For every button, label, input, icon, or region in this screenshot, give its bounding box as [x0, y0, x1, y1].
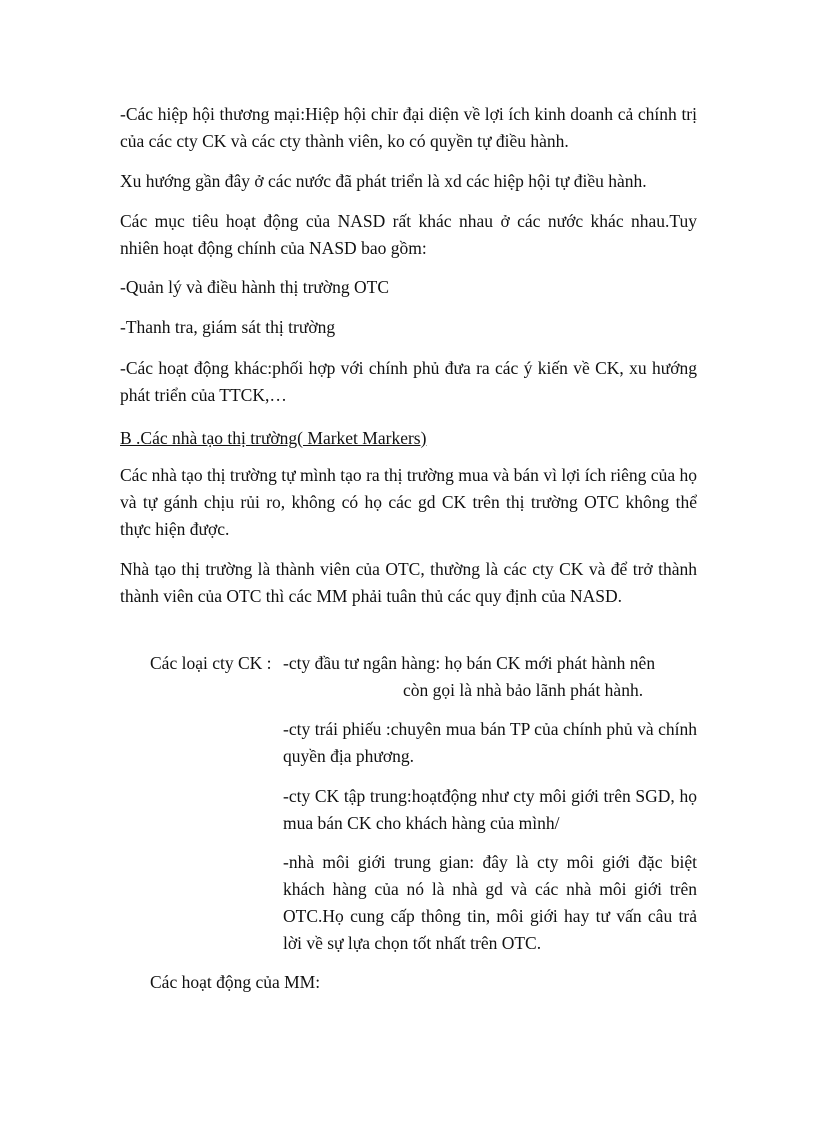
list-item-manage-otc: -Quản lý và điều hành thị trường OTC — [120, 277, 390, 297]
company-type-investment-bank: -cty đầu tư ngân hàng: họ bán CK mới phát hành nên — [283, 653, 656, 673]
paragraph-nasd-objectives: Các mục tiêu hoạt động của NASD rất khác nhau ở các nước khác nhau.Tuy nhiên hoạt động chính của NASD bao gồm: — [120, 211, 697, 258]
company-type-centralized-securities: -cty CK tập trung:hoạtđộng như cty môi giới trên SGD, họ mua bán CK cho khách hàng của mình/ — [283, 786, 697, 833]
company-type-intermediary-broker: -nhà môi giới trung gian: đây là cty môi giới đặc biệt khách hàng của nó là nhà gd và các nhà môi giới trên OTC.Họ cung cấp thông tin, môi giới hay tư vấn câu trả lời về sự lựa chọn tốt nhất trên OTC. — [283, 852, 697, 953]
section-heading-market-makers: B .Các nhà tạo thị trường( Market Markers) — [120, 428, 427, 448]
paragraph-market-makers-membership: Nhà tạo thị trường là thành viên của OTC, thường là các cty CK và để trở thành thành viên của OTC thì các MM phải tuân thủ các quy định của NASD. — [120, 559, 697, 606]
paragraph-trade-associations: -Các hiệp hội thương mại:Hiệp hội chỉr đại diện về lợi ích kinh doanh cả chính trị của các cty CK và các cty thành viên, ko có quyền tự điều hành. — [120, 104, 697, 151]
label-company-types: Các loại cty CK : — [150, 653, 272, 673]
paragraph-market-makers-definition: Các nhà tạo thị trường tự mình tạo ra thị trường mua và bán vì lợi ích riêng của họ và tự gánh chịu rủi ro, không có họ các gd CK trên thị trường OTC không thể thực hiện được. — [120, 465, 697, 539]
paragraph-trend: Xu hướng gần đây ở các nước đã phát triển là xd các hiệp hội tự điều hành. — [120, 171, 647, 191]
list-item-inspection: -Thanh tra, giám sát thị trường — [120, 317, 336, 337]
company-type-bond-company: -cty trái phiếu :chuyên mua bán TP của chính phủ và chính quyền địa phương. — [283, 719, 697, 766]
list-item-other-activities: -Các hoạt động khác:phối hợp với chính phủ đưa ra các ý kiến về CK, xu hướng phát triển của TTCK,… — [120, 358, 697, 405]
company-type-investment-bank-continued: còn gọi là nhà bảo lãnh phát hành. — [403, 680, 644, 700]
label-mm-activities: Các hoạt động của MM: — [150, 972, 321, 992]
